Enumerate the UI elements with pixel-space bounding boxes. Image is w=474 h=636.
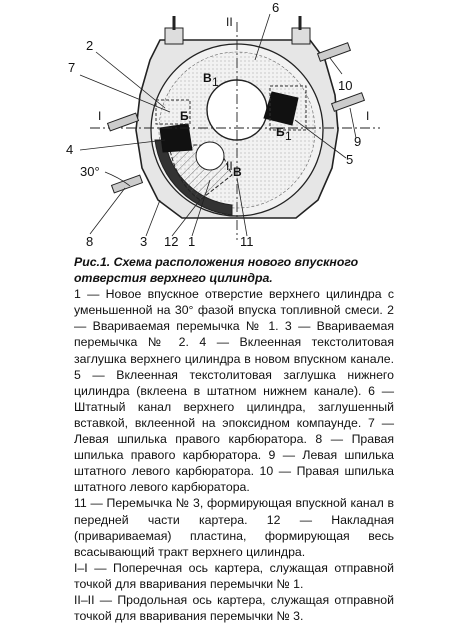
- label-3: 3: [140, 234, 148, 249]
- crankcase-diagram: [0, 0, 474, 252]
- caption-item-4: II–II — Продольная ось картера, служащая отправной точкой для вваривания перемычки № 3.: [74, 592, 394, 624]
- stud-9: [332, 93, 365, 111]
- label-V-main: В: [233, 165, 242, 179]
- label-2: 2: [86, 38, 94, 53]
- label-7: 7: [68, 60, 76, 75]
- label-axis-I-right: I: [366, 109, 370, 123]
- label-4: 4: [66, 142, 74, 157]
- label-1: 1: [188, 234, 196, 249]
- label-6: 6: [272, 0, 280, 15]
- label-8: 8: [86, 234, 94, 249]
- label-9: 9: [354, 134, 362, 149]
- top-boss-right: [292, 28, 310, 44]
- label-11: 11: [240, 234, 254, 249]
- label-5: 5: [346, 152, 354, 167]
- caption-title: Рис.1. Схема расположения нового впускного отверстия верхнего цилиндра.: [74, 255, 359, 286]
- figure: [0, 0, 474, 252]
- label-axis-II-bottom: II: [226, 159, 233, 173]
- label-axis-II-top: II: [226, 15, 233, 29]
- label-axis-I-left: I: [98, 109, 102, 123]
- label-angle: 30°: [80, 164, 100, 179]
- label-B1b: Б: [276, 125, 285, 139]
- stud-10: [318, 43, 351, 61]
- label-10: 10: [338, 78, 353, 93]
- caption-item-1: 1 — Новое впускное отверстие верхнего цилиндра с уменьшенной на 30° фазой впуска топливной смеси. 2 — Вваривaемая перемычка № 1. 3 — Вваривaемая перемычка № 2. 4 — Вклеенная текстолитовая заглушка верхнего цилиндра в новом впускном канале. 5 — Вклеенная текстолитовая заглушка нижнего цилиндра (вклеена в штатном нижнем канале). 6 — Штатный канал верхнего цилиндра, заглушенный вставкой, вклеенной на эпоксидном компаунде. 7 — Левая шпилька правого карбюратора. 8 — Правая шпилька правого карбюратора. 9 — Левая шпилька штатного левого карбюратора. 10 — Правая шпилька штатного левого карбюратора.: [74, 287, 394, 495]
- caption-item-2: 11 — Перемычка № 3, формирующая впускной канал в передней части картера. 12 — Накладная (привариваемая) пластина, формирующая весь всасывающий тракт верхнего цилиндра.: [74, 496, 394, 559]
- figure-caption: [74, 254, 394, 624]
- label-B-main: Б: [180, 109, 189, 123]
- label-12: 12: [164, 234, 179, 249]
- caption-item-3: I–I — Поперечная ось картера, служащая отправной точкой для вваривания перемычки № 1.: [74, 560, 394, 591]
- label-B1-sub: 1: [212, 75, 219, 89]
- top-boss-left: [165, 28, 183, 44]
- label-B1: В: [203, 71, 212, 85]
- label-B1b-sub: 1: [285, 129, 292, 143]
